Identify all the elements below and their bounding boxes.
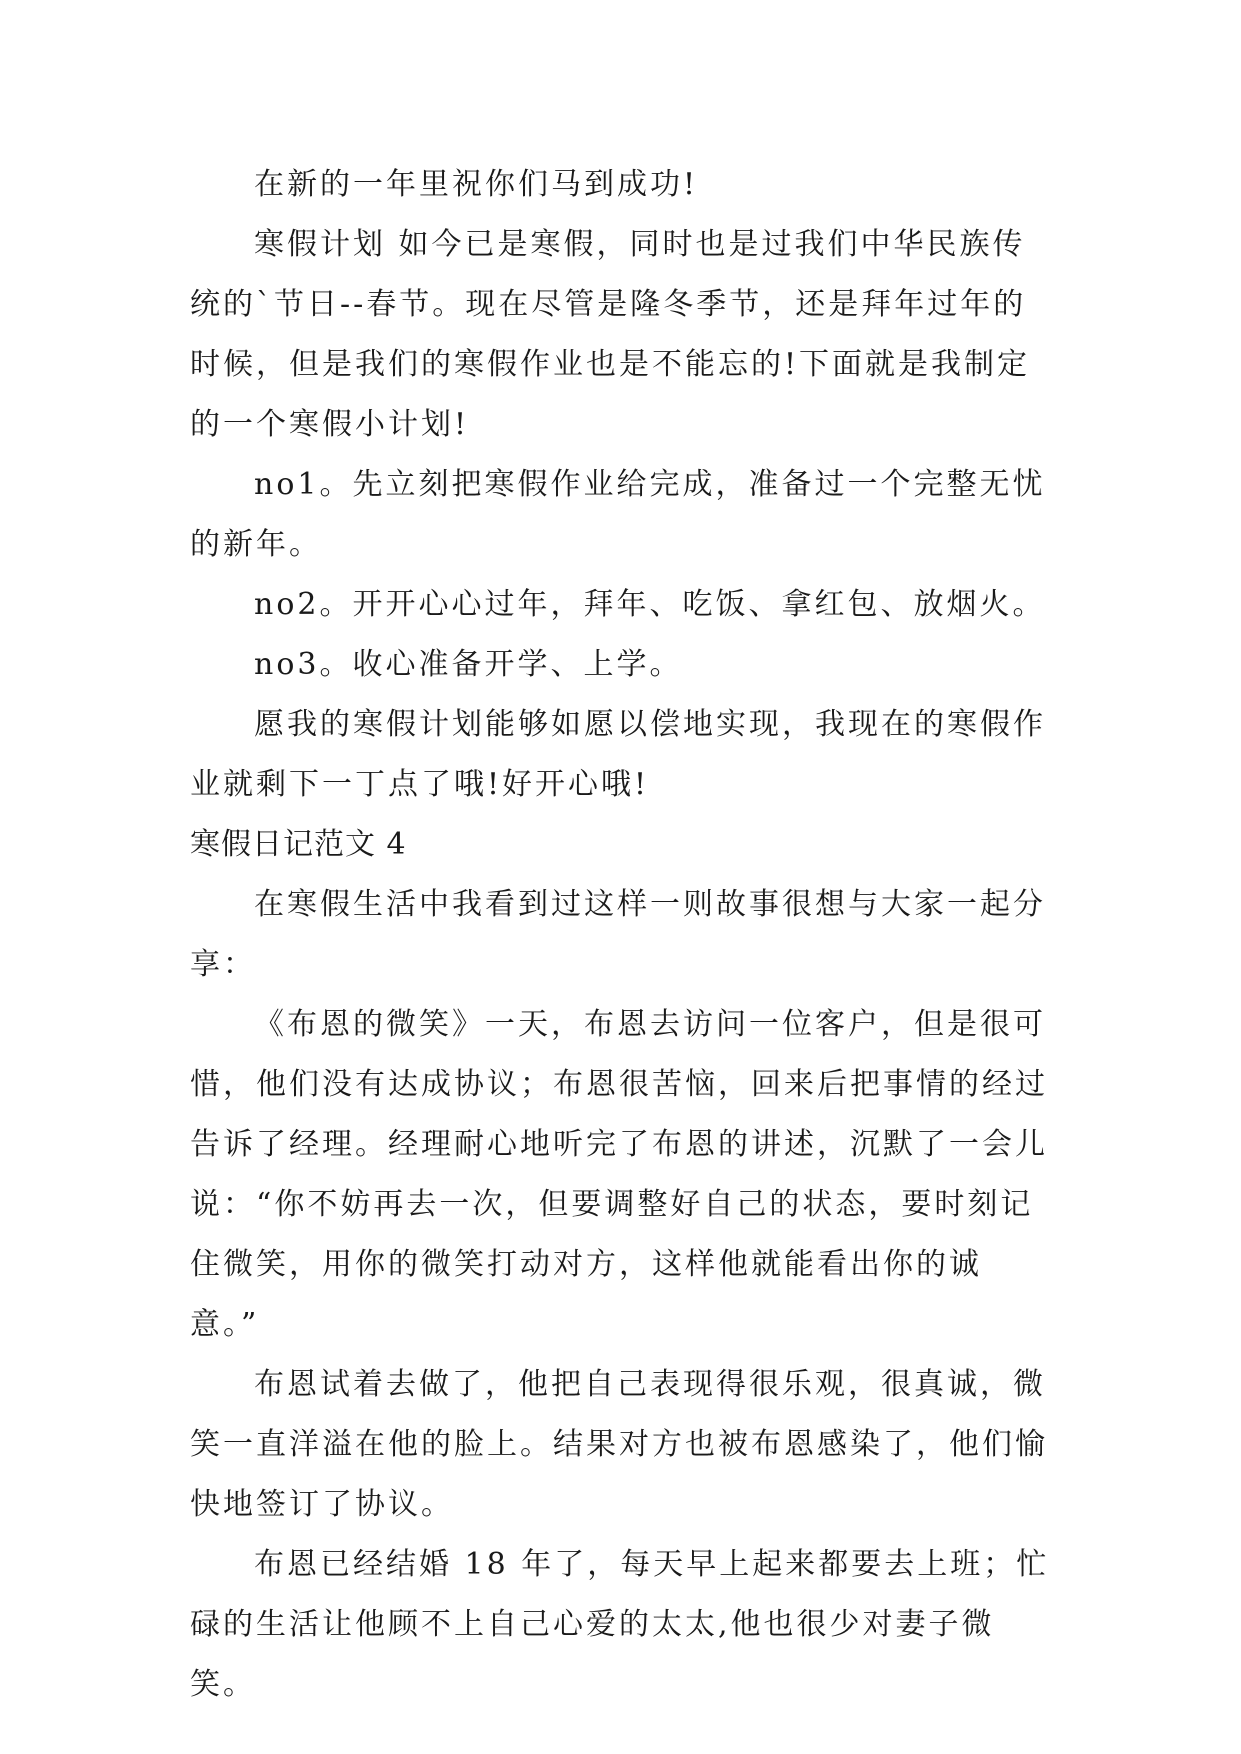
paragraph-plan-item-3: no3。收心准备开学、上学。 [254, 647, 683, 682]
paragraph-story-part-1: 《布恩的微笑》一天，布恩去访问一位客户，但是很可惜，他们没有达成协议；布恩很苦恼，回来后把事情的经过告诉了经理。经理耐心地听完了布恩的讲述，沉默了一会儿说：“你不妨再去一次，但要调整好自己的状态，要时刻记住微笑，用你的微笑打动对方，这样他就能看出你的诚意。” [190, 1007, 1048, 1342]
paragraph-plan-item-2: no2。开开心心过年，拜年、吃饭、拿红包、放烟火。 [254, 587, 1046, 622]
paragraph-story-part-2: 布恩试着去做了，他把自己表现得很乐观，很真诚，微笑一直洋溢在他的脸上。结果对方也被布恩感染了，他们愉快地签订了协议。 [190, 1367, 1048, 1522]
document-body [190, 155, 1050, 1715]
paragraph-story-intro: 在寒假生活中我看到过这样一则故事很想与大家一起分享： [190, 887, 1046, 982]
paragraph-greeting: 在新的一年里祝你们马到成功! [254, 167, 699, 202]
section-heading: 寒假日记范文 4 [190, 827, 407, 862]
paragraph-story-part-3: 布恩已经结婚 18 年了，每天早上起来都要去上班；忙碌的生活让他顾不上自己心爱的太太,他也很少对妻子微笑。 [190, 1547, 1050, 1702]
paragraph-plan-wish: 愿我的寒假计划能够如愿以偿地实现，我现在的寒假作业就剩下一丁点了哦!好开心哦! [190, 707, 1046, 802]
paragraph-plan-item-1: no1。先立刻把寒假作业给完成，准备过一个完整无忧的新年。 [190, 467, 1046, 562]
paragraph-winter-plan-intro: 寒假计划 如今已是寒假，同时也是过我们中华民族传统的`节日--春节。现在尽管是隆冬季节，还是拜年过年的时候，但是我们的寒假作业也是不能忘的!下面就是我制定的一个寒假小计划! [190, 227, 1031, 442]
